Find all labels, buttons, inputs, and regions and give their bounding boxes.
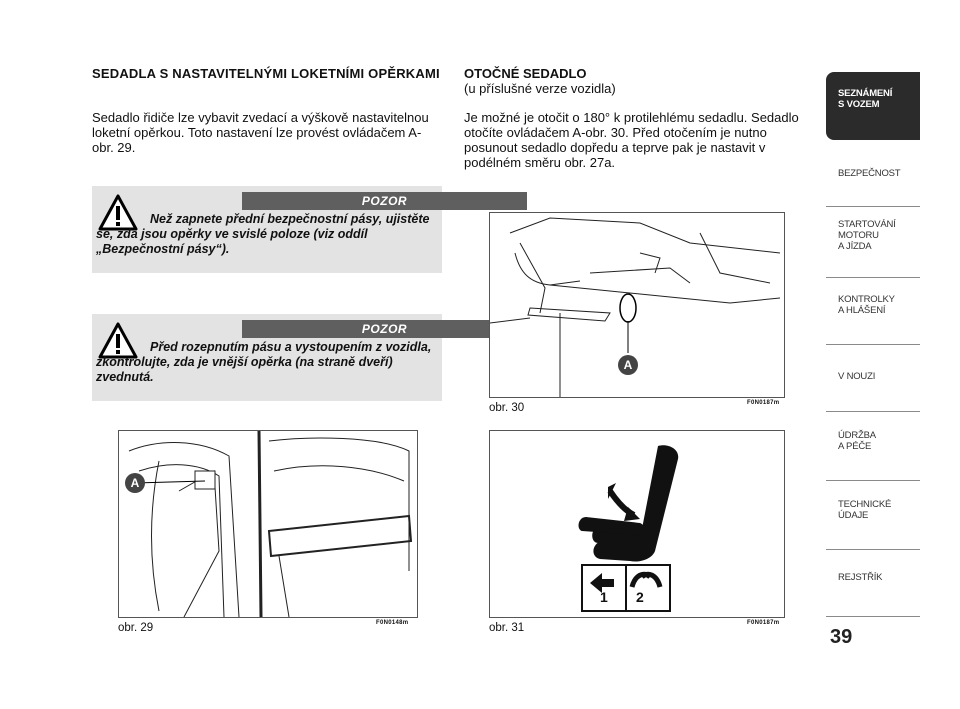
section-heading-armrests: SEDADLA S NASTAVITELNÝMI LOKETNÍMI OPĚRKAMI: [92, 66, 440, 81]
page-number: 39: [830, 626, 853, 648]
figure-code: F0N0148m: [376, 620, 409, 626]
figure-29-armrest-illustration: [118, 430, 418, 618]
figure-31-seat-rotation: [489, 430, 785, 618]
figure-caption: obr. 30: [489, 402, 525, 414]
tab-technical-data[interactable]: TECHNICKÉ ÚDAJE: [826, 481, 920, 550]
warning-label: POZOR: [242, 320, 527, 338]
warning-label: POZOR: [242, 192, 527, 210]
tab-maintenance[interactable]: ÚDRŽBA A PÉČE: [826, 412, 920, 481]
figure-30-swivel-control: [489, 212, 785, 398]
section-heading-swivel-seat: OTOČNÉ SEDADLO: [464, 66, 587, 81]
swivel-mechanism-drawing: [490, 213, 784, 397]
figure-code: F0N0187m: [747, 400, 780, 406]
armrest-drawing: [119, 431, 417, 617]
armrest-paragraph: Sedadlo řidiče lze vybavit zvedací a výškově nastavitelnou loketní opěrkou. Toto nastavení lze provést ovládačem A-obr. 29.: [92, 110, 429, 155]
warning-text: Před rozepnutím pásu a vystoupením z vozidla, zkontrolujte, zda je vnější opěrka (na straně dveří) zvednutá.: [96, 340, 432, 384]
step-2-label: 2: [636, 589, 644, 605]
figure-code: F0N0187m: [747, 620, 780, 626]
warning-box-2: [92, 314, 442, 401]
figure-caption: obr. 29: [118, 622, 154, 634]
tab-index[interactable]: REJSTŘÍK: [826, 550, 920, 617]
tab-starting-driving[interactable]: STARTOVÁNÍ MOTORU A JÍZDA: [826, 207, 920, 278]
section-subheading: (u příslušné verze vozidla): [464, 81, 616, 96]
tab-emergency[interactable]: V NOUZI: [826, 345, 920, 412]
tab-introduction[interactable]: SEZNÁMENÍ S VOZEM: [826, 72, 920, 140]
marker-a: A: [125, 473, 145, 493]
warning-box-1: [92, 186, 442, 273]
warning-text: Než zapnete přední bezpečnostní pásy, ujistěte se, zda jsou opěrky ve svislé poloze (viz oddíl „Bezpečnostní pásy“).: [96, 212, 430, 256]
tab-safety[interactable]: BEZPEČNOST: [826, 140, 920, 207]
figure-caption: obr. 31: [489, 622, 525, 634]
step-1-label: 1: [600, 589, 608, 605]
tab-warning-lights[interactable]: KONTROLKY A HLÁŠENÍ: [826, 278, 920, 345]
swivel-paragraph: Je možné je otočit o 180° k protilehlému sedadlu. Sedadlo otočíte ovládačem A-obr. 30. Před otočením je nutno posunout sedadlo dopředu a teprve pak je nastavit v podélném směru obr. 27a.: [464, 110, 799, 170]
marker-a: A: [618, 355, 638, 375]
